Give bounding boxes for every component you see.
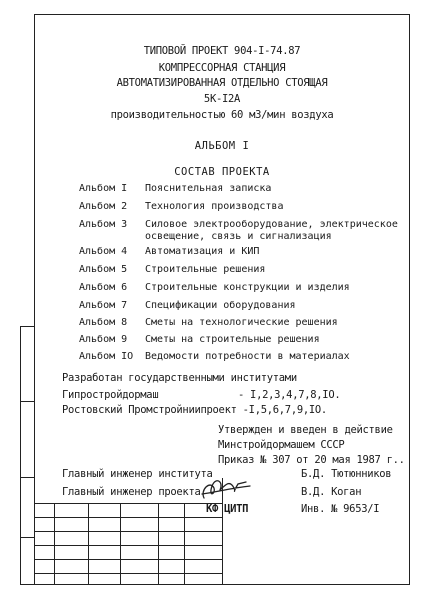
approval-line: Утвержден и введен в действие (218, 424, 393, 436)
grid-line (88, 503, 89, 585)
signature-title: Главный инженер проекта (62, 486, 201, 498)
approval-ministry: Минстройдормашем СССР (218, 439, 345, 451)
album-number: Альбом 8 (79, 317, 128, 328)
album-description: Силовое электрооборудование, электрическое освещение, связь и сигнализация (145, 219, 398, 242)
album-description: Спецификации оборудования (145, 300, 296, 311)
album-description: Технология производства (145, 201, 284, 212)
grid-line (34, 545, 222, 546)
project-title: КОМПРЕССОРНАЯ СТАНЦИЯ (158, 62, 286, 74)
album-number: Альбом 3 (79, 219, 128, 230)
developer-albums: - I,2,3,4,7,8,IO. (238, 389, 341, 401)
grid-line (34, 503, 222, 504)
album-description: Сметы на технологические решения (145, 317, 338, 328)
album-description: Автоматизация и КИП (145, 246, 260, 257)
album-number: Альбом 7 (79, 300, 128, 311)
album-number: Альбом 2 (79, 201, 128, 212)
signature-name: Б.Д. Тютюнников (301, 468, 392, 480)
grid-line (120, 503, 121, 585)
album-title: АЛЬБОМ I (194, 140, 250, 152)
album-description: Строительные конструкции и изделия (145, 282, 350, 293)
inventory-number: Инв. № 9653/I (301, 503, 380, 515)
album-number: Альбом 9 (79, 334, 128, 345)
grid-line (34, 573, 222, 574)
developer-institute: Гипростройдормаш (62, 389, 159, 401)
stub-divider (21, 537, 35, 538)
project-code: ТИПОВОЙ ПРОЕКТ 904-I-74.87 (143, 45, 301, 57)
signature-title: Главный инженер института (62, 468, 213, 480)
grid-line (184, 503, 185, 585)
album-number: Альбом IO (79, 351, 134, 362)
project-model: 5К-I2А (203, 93, 241, 105)
approval-order: Приказ № 307 от 20 мая 1987 г.. (218, 454, 405, 466)
album-number: Альбом I (79, 183, 128, 194)
grid-line (158, 503, 159, 585)
project-capacity: производительностью 60 м3/мин воздуха (110, 109, 334, 121)
album-number: Альбом 4 (79, 246, 128, 257)
handwritten-signature (196, 468, 254, 508)
album-description: Пояснительная записка (145, 183, 272, 194)
album-number: Альбом 5 (79, 264, 128, 275)
developer-institute: Ростовский Промстройниипроект -I,5,6,7,9,IO. (62, 404, 327, 416)
grid-line (34, 559, 222, 560)
album-description: Строительные решения (145, 264, 266, 275)
album-description: Ведомости потребности в материалах (145, 351, 350, 362)
stub-divider (21, 401, 35, 402)
stub-divider (21, 477, 35, 478)
grid-line (54, 503, 55, 585)
stamp-label: КФ ЦИТП (206, 503, 249, 515)
album-description: Сметы на строительные решения (145, 334, 320, 345)
grid-line (34, 517, 222, 518)
signature-name: В.Д. Коган (301, 486, 362, 498)
title-block-divider (222, 478, 223, 585)
project-subtitle: АВТОМАТИЗИРОВАННАЯ ОТДЕЛЬНО СТОЯЩАЯ (116, 77, 328, 89)
title-block-grid (34, 503, 222, 585)
grid-line (34, 531, 222, 532)
album-number: Альбом 6 (79, 282, 128, 293)
margin-stub (20, 326, 34, 585)
contents-title: СОСТАВ ПРОЕКТА (174, 166, 270, 178)
developers-heading: Разработан государственными институтами (62, 372, 297, 384)
